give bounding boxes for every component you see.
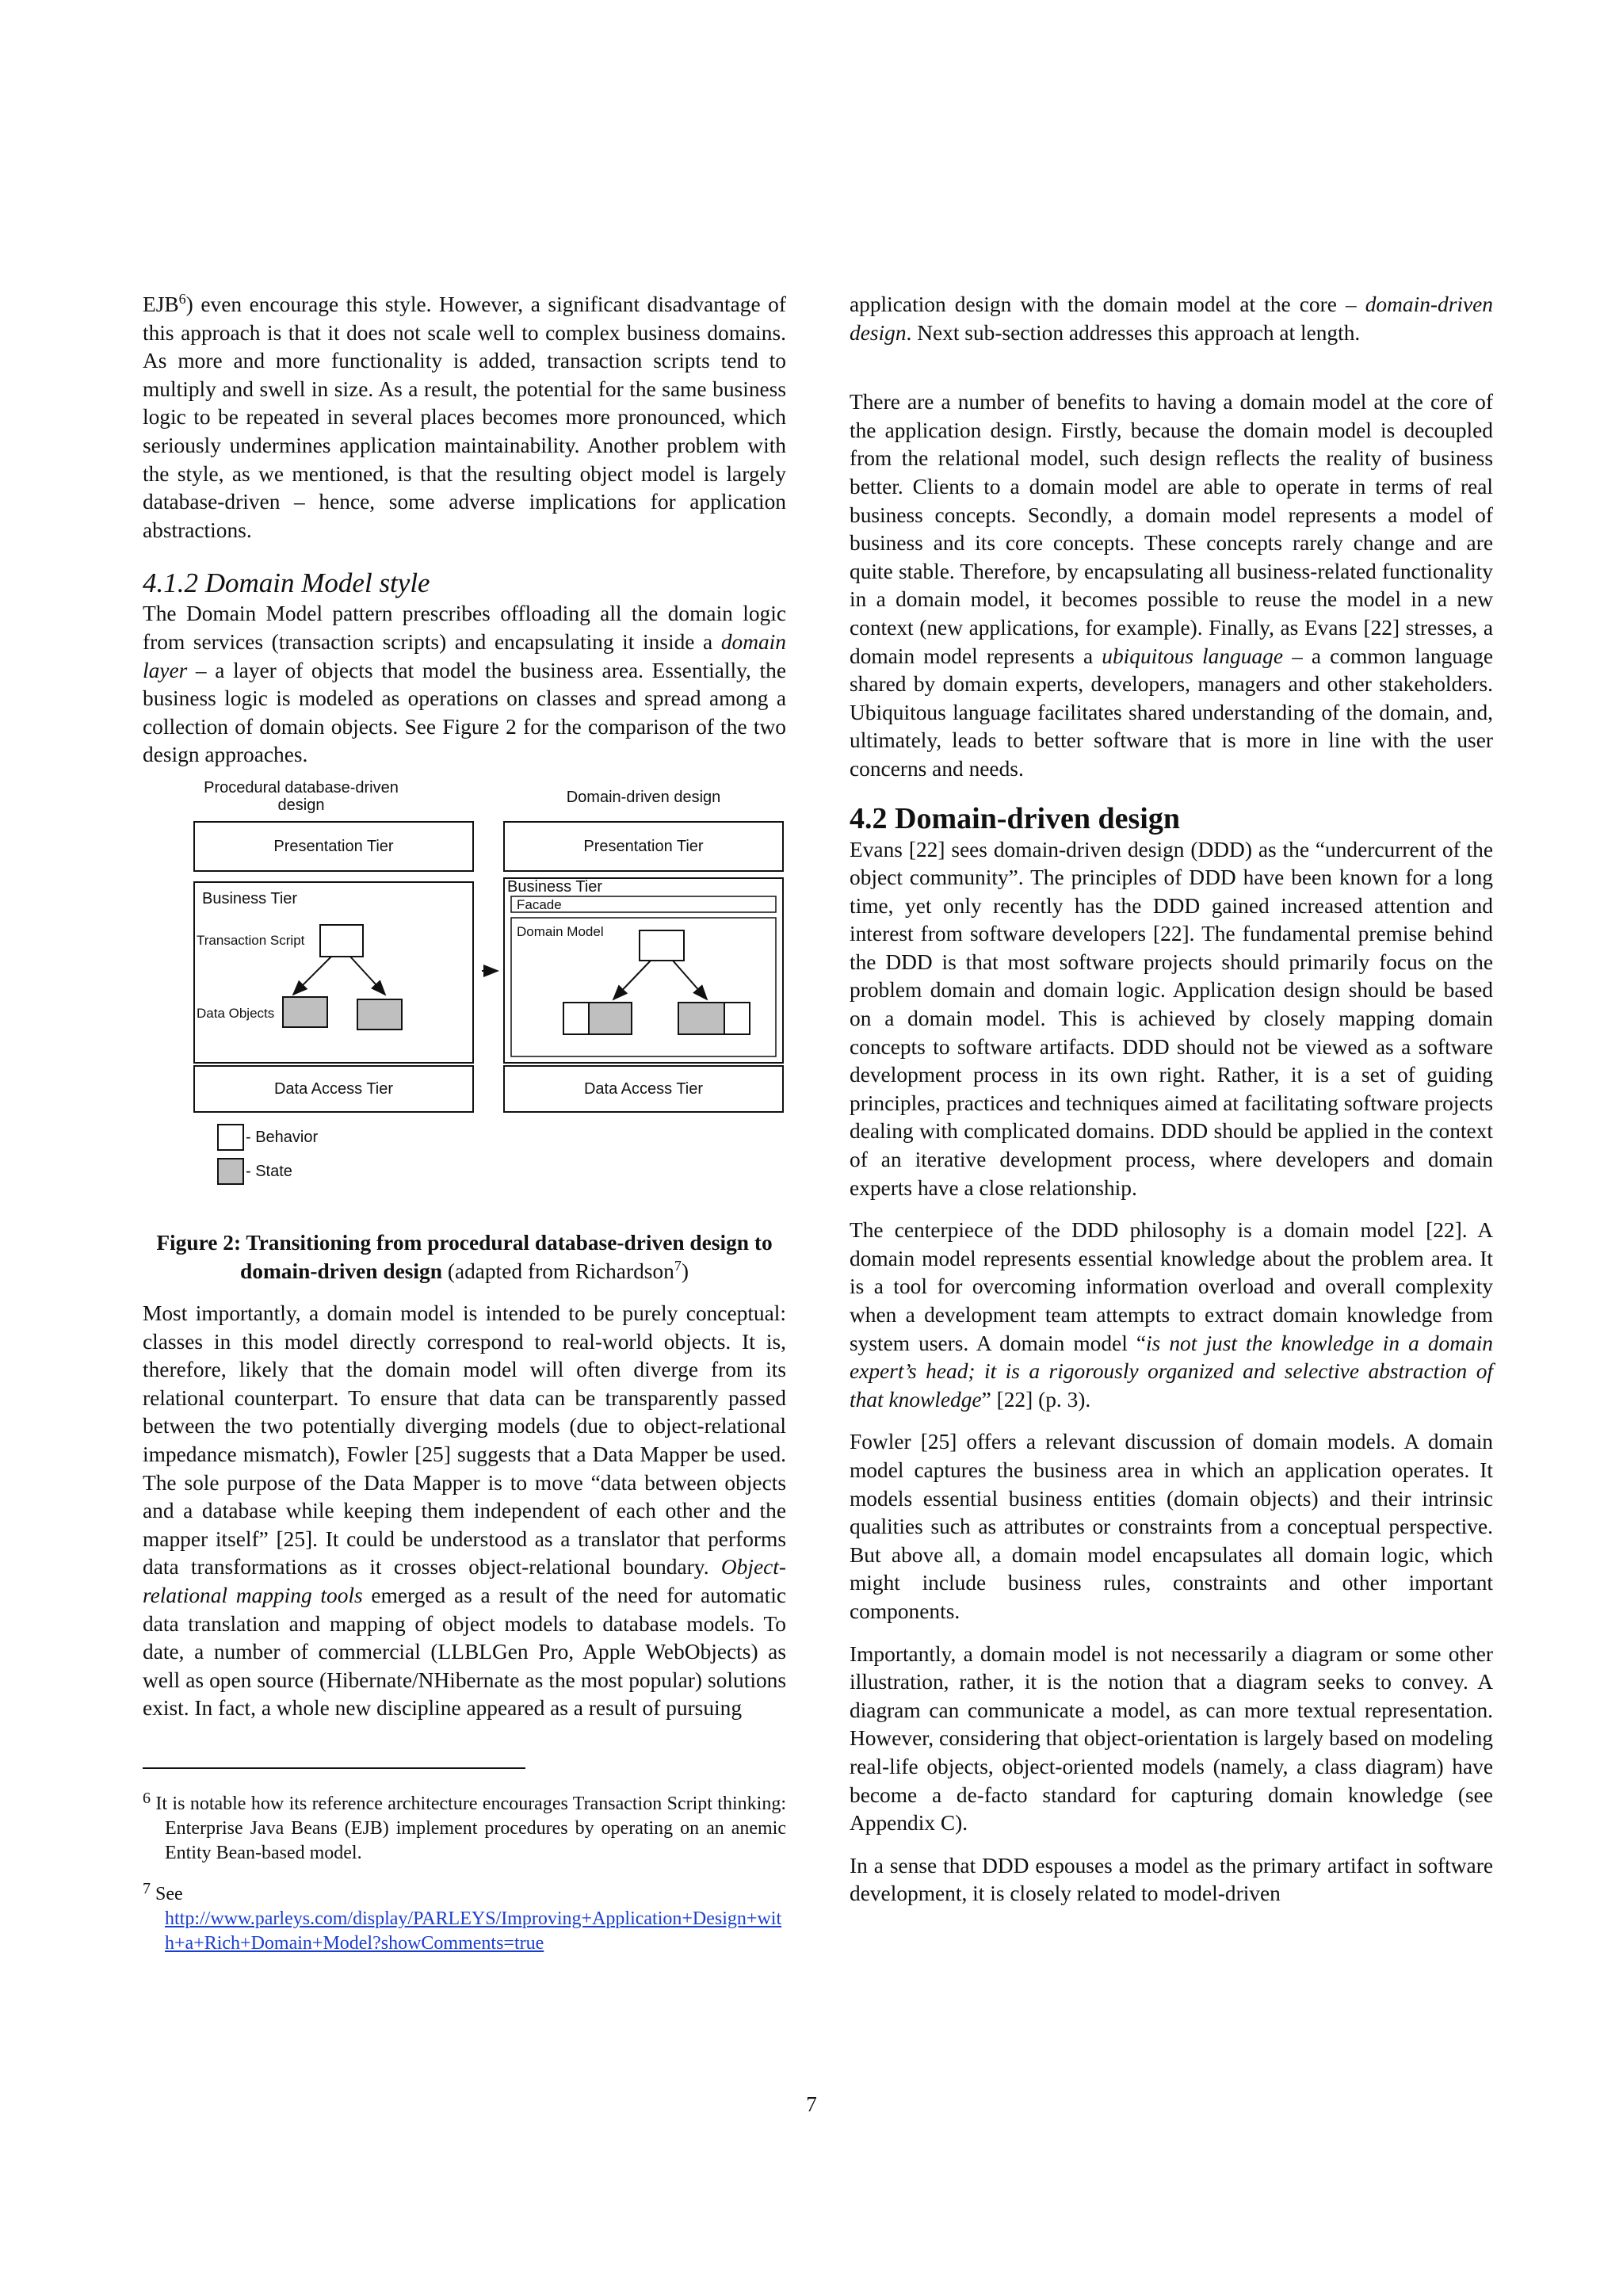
domain-object-behavior-box bbox=[563, 1003, 589, 1034]
right-presentation-tier-label: Presentation Tier bbox=[583, 837, 704, 855]
text-run: ) even encourage this style. However, a significant disadvantage of this approach is that it does not scale well to complex business domains. As more and more functionality is added, transaction scripts tend to multiply and swell in size. As a result, the potential for the same business logic to be repeated in several places becomes more pronounced, which seriously undermines application maintainability. Another problem with the style, as we mentioned, is that the resulting object model is largely database-driven – hence, some adverse implications for application abstractions. bbox=[143, 292, 786, 542]
caption-bold-text: Figure 2: Transitioning from procedural database-driven design to domain-driven design bbox=[156, 1230, 773, 1283]
footnote-mark: 6 bbox=[143, 1790, 151, 1807]
body-paragraph bbox=[143, 1300, 786, 1723]
text-run: application design with the domain model at the core – bbox=[850, 292, 1365, 316]
caption-plain-text: ) bbox=[681, 1259, 689, 1283]
domain-model-label: Domain Model bbox=[517, 923, 604, 939]
text-run: – a common language shared by domain experts, developers, managers and other stakeholders. Ubiquitous language facilitates shared understanding of the domain, and, ultimately, leads to better software that is more in line with the user concerns and needs. bbox=[850, 644, 1493, 781]
body-paragraph bbox=[143, 600, 786, 770]
right-design-title: Domain-driven design bbox=[566, 788, 721, 806]
footnote-ref-7[interactable]: 7 bbox=[674, 1257, 682, 1274]
text-run: The centerpiece of the DDD philosophy is a domain model [22]. A domain model represents essential knowledge about the problem area. It is a tool for overcoming information overload and overall complexity when a development team attempts to extract domain knowledge from system users. A domain model “ bbox=[850, 1218, 1493, 1355]
domain-object-behavior-box bbox=[724, 1003, 750, 1034]
legend-behavior-label: - Behavior bbox=[246, 1128, 319, 1146]
emphasis-text: ubiquitous language bbox=[1102, 644, 1283, 668]
text-run: – a layer of objects that model the business area. Essentially, the business logic is modeled as operations on classes and spread among a collection of domain objects. See Figure 2 for the comparison of the two design approaches. bbox=[143, 658, 786, 767]
footnote-divider bbox=[143, 1767, 525, 1769]
left-business-tier-label: Business Tier bbox=[202, 889, 298, 907]
legend-state-swatch bbox=[218, 1159, 243, 1184]
footnote-link[interactable]: http://www.parleys.com/display/PARLEYS/Improving+Application+Design+with+a+Rich+Domain+Model?showComments=true bbox=[165, 1908, 782, 1954]
left-column bbox=[143, 291, 786, 1956]
footnote-text: It is notable how its reference architecture encourages Transaction Script thinking: Enterprise Java Beans (EJB) implement procedures by operating on an anemic Entity Bean-based model. bbox=[151, 1794, 786, 1863]
domain-object-state-box bbox=[678, 1003, 724, 1034]
text-run: Most importantly, a domain model is intended to be purely conceptual: classes in this model directly correspond to real-world objects. It is, therefore, likely that the domain model will often diverge from its relational counterpart. To ensure that data can be transparently passed between the two potentially diverging models (due to object-relational impedance mismatch), Fowler [25] suggests that a Data Mapper be used. The sole purpose of the Data Mapper is to move “data between objects and a database while keeping them independent of each other and the mapper itself” [25]. It could be understood as a translator that performs data transformations as it crosses object-relational boundary. bbox=[143, 1301, 786, 1580]
footnote-ref-6[interactable]: 6 bbox=[178, 290, 186, 307]
emphasis-text: domain layer bbox=[143, 629, 786, 682]
left-business-tier-box bbox=[194, 882, 473, 1063]
data-object-state-box bbox=[357, 999, 402, 1030]
emphasis-text: domain-driven design bbox=[850, 292, 1493, 345]
data-objects-label: Data Objects bbox=[197, 1005, 275, 1021]
domain-object-state-box bbox=[589, 1003, 632, 1034]
section-heading-4-1-2: 4.1.2 Domain Model style bbox=[143, 567, 430, 599]
figure-2-diagram bbox=[143, 779, 786, 1223]
body-paragraph: Evans [22] sees domain-driven design (DDD) as the “undercurrent of the object community”. The principles of DDD have been known for a long time, yet only recently has the DDD gained increased attention and interest from software developers [22]. The fundamental premise behind the DDD is that most software projects should primarily focus on the problem domain and domain logic. Application design should be based on a domain model. This is achieved by closely mapping domain concepts to software artifacts. DDD should not be viewed as a software development process in its own right. Rather, it is a set of guiding principles, practices and techniques aimed at facilitating software projects dealing with complicated domains. DDD should be applied in the context of an iterative development process, where developers and domain experts have a close relationship. bbox=[850, 837, 1493, 1200]
section-heading-4-2: 4.2 Domain-driven design bbox=[850, 801, 1180, 835]
text-run: ” [22] (p. 3). bbox=[981, 1387, 1091, 1412]
right-business-tier-label: Business Tier bbox=[507, 877, 603, 896]
emphasis-text: is not just the knowledge in a domain expert’s head; it is a rigorously organized and selective abstraction of that knowledge bbox=[850, 1331, 1493, 1412]
text-run: EJB bbox=[143, 292, 179, 316]
footnote-6 bbox=[143, 1786, 786, 1866]
left-data-access-tier-label: Data Access Tier bbox=[273, 1079, 394, 1098]
text-run: There are a number of benefits to having a domain model at the core of the application design. Firstly, because the domain model is decoupled from the relational model, such design reflects the reality of business better. Clients to a domain model are able to operate in terms of real business concepts. Secondly, a domain model represents a model of business and its core concepts. These concepts rarely change and are quite stable. Therefore, by encapsulating all business-related functionality in a domain model, it becomes possible to reuse the model in a new context (new applications, for example). Finally, as Evans [22] stresses, a domain model represents a bbox=[850, 390, 1493, 668]
figure-2-caption bbox=[143, 1229, 786, 1286]
body-paragraph: Fowler [25] offers a relevant discussion of domain models. A domain model captures the business area in which an application operates. It models essential business entities (domain objects) and their intrinsic qualities such as attributes or constraints from a conceptual perspective. But above all, a domain model encapsulates all domain logic, which might include business rules, constraints and other important components. bbox=[850, 1430, 1493, 1623]
caption-plain-text: (adapted from Richardson bbox=[441, 1259, 674, 1283]
right-column bbox=[850, 291, 1493, 1908]
text-run: emerged as a result of the need for automatic data translation and mapping of object models to database models. To date, a number of commercial (LLBLGen Pro, Apple WebObjects) as well as open source (Hibernate/NHibernate as the most popular) solutions exist. In fact, a whole new discipline appeared as a result of pursuing bbox=[143, 1584, 786, 1721]
data-object-state-box bbox=[283, 997, 327, 1027]
footnote-mark: 7 bbox=[143, 1880, 151, 1897]
body-paragraph: Importantly, a domain model is not necessarily a diagram or some other illustration, rather, it is the notion that a diagram seeks to convey. A diagram can communicate a model, as can more textual representation. However, considering that object-orientation is largely based on modeling real-life objects, object-oriented models (namely, a class diagram) have become a de-facto standard for capturing domain knowledge (see Appendix C). bbox=[850, 1641, 1493, 1836]
transaction-script-behavior-box bbox=[320, 925, 363, 957]
legend-behavior-swatch bbox=[218, 1125, 243, 1150]
footnotes bbox=[143, 1786, 786, 1956]
left-presentation-tier-label: Presentation Tier bbox=[273, 837, 394, 855]
left-design-title: Procedural database-driven design bbox=[204, 778, 399, 814]
domain-behavior-box bbox=[640, 930, 684, 961]
text-run: The Domain Model pattern prescribes offloading all the domain logic from services (transaction scripts) and encapsulating it inside a bbox=[143, 602, 786, 654]
body-paragraph bbox=[850, 388, 1493, 783]
body-paragraph bbox=[850, 291, 1493, 347]
page-number: 7 bbox=[806, 2092, 817, 2116]
body-paragraph bbox=[850, 1217, 1493, 1414]
body-paragraph bbox=[143, 291, 786, 544]
emphasis-text: Object-relational mapping tools bbox=[143, 1555, 786, 1608]
legend-state-label: - State bbox=[246, 1162, 292, 1180]
transaction-script-label: Transaction Script bbox=[197, 932, 305, 948]
footnote-7 bbox=[143, 1877, 786, 1956]
footnote-text: See bbox=[151, 1884, 183, 1904]
body-paragraph: In a sense that DDD espouses a model as the primary artifact in software development, it is closely related to model-driven bbox=[850, 1853, 1493, 1906]
text-run: . Next sub-section addresses this approach at length. bbox=[906, 320, 1361, 345]
facade-label: Facade bbox=[517, 896, 562, 912]
right-data-access-tier-label: Data Access Tier bbox=[583, 1079, 704, 1098]
